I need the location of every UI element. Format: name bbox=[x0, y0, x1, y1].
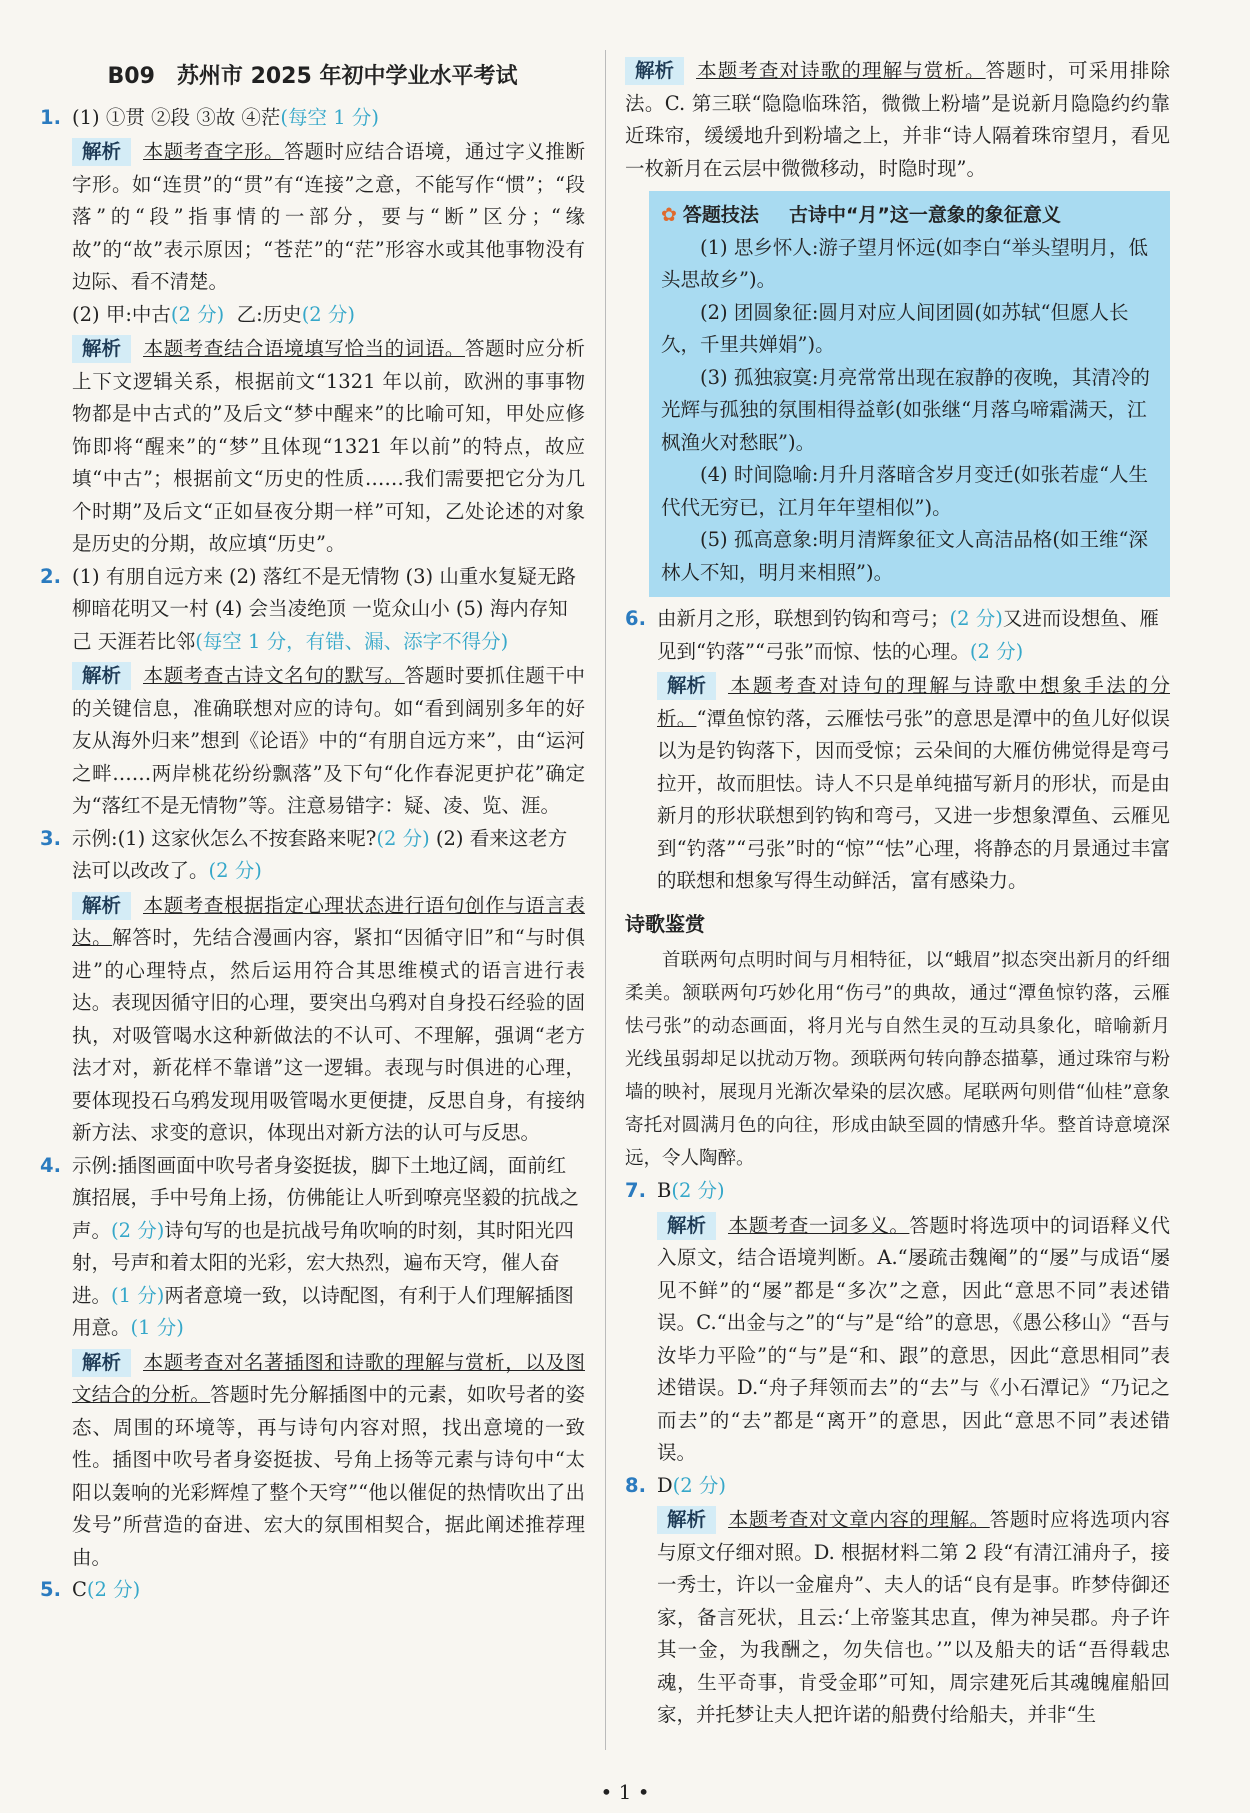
tip-subtitle: 古诗中“月”这一意象的象征意义 bbox=[788, 204, 1061, 226]
answer-text: 两者意境一致，以诗配图，有利于人们理解插图用意。 bbox=[72, 1283, 574, 1339]
analysis-text: “潭鱼惊钓落，云雁怯弓张”的意思是潭中的鱼儿好似误以为是钓钩落下，因而受惊；云朵间的大雁仿佛觉得是弯弓拉开，故而胆怯。诗人不只是单纯描写新月的形状，而是由新月的形状联想到钓钩和弯弓，又进一步想象潭鱼、云雁见到“钓落”“弓张”时的“惊”“怯”心理，将静态的月景通过丰富的联想和想象写得生动鲜活，富有感染力。 bbox=[657, 706, 1170, 892]
question-2 bbox=[40, 561, 585, 659]
tip-item: (4) 时间隐喻:月升月落暗含岁月变迁(如张若虚“人生代代无穷已，江月年年望相似”)。 bbox=[661, 463, 1148, 519]
question-number: 4. bbox=[40, 1153, 61, 1177]
analysis-block bbox=[625, 55, 1170, 185]
answer-text: 示例:(1) 这家伙怎么不按套路来呢? bbox=[72, 826, 377, 850]
analysis-label: 解析 bbox=[72, 892, 131, 920]
analysis-text: 答题时，可采用排除法。C. 第三联“隐隐临珠箔，微微上粉墙”是说新月隐隐约约靠近珠帘，缓缓地升到粉墙之上，并非“诗人隔着珠帘望月，看见一枚新月在云层中微微移动，时隐时现”。 bbox=[625, 59, 1170, 180]
answer-text: (1) 有朋自远方来 (2) 落红不是无情物 (3) 山重水复疑无路 柳暗花明又一村 (4) 会当凌绝顶 一览众山小 (5) 海内存知己 天涯若比邻 bbox=[72, 564, 576, 653]
question-6 bbox=[625, 603, 1170, 668]
answer-text: 又进而设想鱼、雁见到“钓落”“弓张”而惊、怯的心理。 bbox=[657, 607, 1159, 663]
left-column bbox=[40, 55, 585, 1607]
analysis-keypoint: 本题考查结合语境填写恰当的词语。 bbox=[143, 337, 466, 360]
score-note: (每空 1 分，有错、漏、添字不得分) bbox=[195, 629, 509, 653]
analysis-keypoint: 本题考查字形。 bbox=[143, 140, 285, 163]
analysis-keypoint: 本题考查一词多义。 bbox=[728, 1213, 910, 1237]
tip-title: 答题技法 bbox=[682, 204, 759, 226]
analysis-block bbox=[625, 1504, 1170, 1732]
analysis-block bbox=[40, 333, 585, 561]
score-note: (2 分) bbox=[86, 1578, 141, 1601]
analysis-block bbox=[625, 1210, 1170, 1470]
answer-text: D bbox=[657, 1473, 673, 1497]
answer-text: 乙:历史 bbox=[236, 302, 302, 326]
analysis-keypoint: 本题考查对诗句的理解与诗歌中想象手法的分析。 bbox=[657, 674, 1170, 730]
tip-box bbox=[649, 191, 1170, 597]
score-note: (2 分) bbox=[969, 639, 1024, 663]
question-number: 8. bbox=[625, 1473, 646, 1497]
score-note: (每空 1 分) bbox=[280, 105, 379, 129]
question-4 bbox=[40, 1150, 585, 1345]
score-note: (2 分) bbox=[672, 1473, 726, 1497]
page-title bbox=[40, 61, 585, 94]
analysis-label: 解析 bbox=[72, 138, 131, 166]
section-heading: 诗歌鉴赏 bbox=[625, 911, 705, 936]
analysis-label: 解析 bbox=[657, 672, 716, 700]
question-8 bbox=[625, 1470, 1170, 1503]
analysis-text: 解答时，先结合漫画内容，紧扣“因循守旧”和“与时俱进”的心理特点，然后运用符合其思维模式的语言进行表达。表现因循守旧的心理，要突出乌鸦对自身投石经验的固执，对吸管喝水这种新做法的不认可、不理解，强调“老方法才对，新花样不靠谱”这一逻辑。表现与时俱进的心理，要体现投石乌鸦发现用吸管喝水更便捷，反思自身，有接纳新方法、求变的意识，体现出对新方法的认可与反思。 bbox=[72, 926, 585, 1144]
analysis-text: 答题时应分析上下文逻辑关系，根据前文“1321 年以前，欧洲的事事物物都是中古式的”及后文“梦中醒来”的比喻可知，甲处应修饰即将“醒来”的“梦”且体现“1321 年以前”的特点，故应填“中古”；根据前文“历史的性质……我们需要把它分为几个时期”及后文“正如昼夜分期一样”可知，乙处论述的对象是历史的分期，故应填“历史”。 bbox=[72, 337, 585, 555]
question-1 bbox=[40, 102, 585, 135]
exam-code: B09 bbox=[107, 64, 155, 89]
score-note: (2 分) bbox=[949, 607, 1003, 630]
analysis-block bbox=[40, 136, 585, 299]
score-note: (1 分) bbox=[130, 1316, 184, 1339]
analysis-text: 答题时应将选项内容与原文仔细对照。D. 根据材料二第 2 段“有清江浦舟子，接一秀士，许以一金雇舟”、夫人的话“良有是事。昨梦侍御还家，备言死状，且云:‘上帝鉴其忠直，俾为神吴郡。舟子许其一金，为我酬之，勿失信也。’”以及船夫的话“吾得载忠魂，生平奇事，肯受金耶”可知，周宗建死后其魂魄雇船回家，并托梦让夫人把许诺的船费付给船夫，并非“生 bbox=[657, 1508, 1170, 1726]
analysis-keypoint: 本题考查对文章内容的理解。 bbox=[728, 1508, 990, 1531]
analysis-block bbox=[40, 1347, 585, 1575]
question-number: 5. bbox=[40, 1578, 61, 1601]
tip-item: (1) 思乡怀人:游子望月怀远(如李白“举头望明月，低头思故乡”)。 bbox=[661, 235, 1148, 291]
answer-line bbox=[40, 299, 585, 332]
analysis-text: 答题时将选项中的词语释义代入原文，结合语境判断。A.“屡疏击魏阉”的“屡”与成语“屡见不鲜”的“屡”都是“多次”之意，因此“意思不同”表述错误。C.“出金与之”的“与”是“给”的意思，《愚公移山》“吾与汝毕力平险”的“与”是“和、跟”的意思，因此“意思相同”表述错误。D.“舟子拜领而去”的“去”与《小石潭记》“乃记之而去”的“去”都是“离开”的意思，因此“意思不同”表述错误。 bbox=[657, 1213, 1170, 1464]
analysis-text: 答题时先分解插图中的元素，如吹号者的姿态、周围的环境等，再与诗句内容对照，找出意境的一致性。插图中吹号者身姿挺拔、号角上扬等元素与诗句中“太阳以轰响的光彩辉煌了整个天穹”“他以催促的热情吹出了出发号”所营造的奋进、宏大的氛围相契合，据此阐述推荐理由。 bbox=[72, 1383, 585, 1569]
flower-icon: ✿ bbox=[661, 204, 677, 226]
score-note: (2 分) bbox=[170, 302, 225, 326]
tip-item: (2) 团圆象征:圆月对应人间团圆(如苏轼“但愿人长久，千里共婵娟”)。 bbox=[661, 300, 1129, 356]
score-note: (2 分) bbox=[111, 1218, 165, 1242]
tip-heading bbox=[661, 199, 1158, 232]
score-note: (2 分) bbox=[671, 1179, 725, 1202]
column-divider bbox=[605, 50, 606, 1750]
analysis-label: 解析 bbox=[72, 1349, 131, 1377]
answer-text: 由新月之形，联想到钓钩和弯弓； bbox=[657, 607, 950, 630]
question-number: 2. bbox=[40, 564, 61, 588]
analysis-block bbox=[625, 670, 1170, 898]
answer-text: B bbox=[657, 1179, 672, 1202]
answer-text: (2) 看来这老方法可以改改了。 bbox=[72, 826, 568, 882]
question-number: 1. bbox=[40, 105, 61, 129]
question-number: 7. bbox=[625, 1179, 646, 1202]
analysis-label: 解析 bbox=[625, 57, 684, 85]
exam-title: 苏州市 2025 年初中学业水平考试 bbox=[176, 64, 518, 89]
answer-text: 示例:插图画面中吹号者身姿挺拔，脚下土地辽阔，面前红旗招展，手中号角上扬，仿佛能让人听到嘹亮坚毅的抗战之声。 bbox=[72, 1153, 580, 1242]
analysis-keypoint: 本题考查根据指定心理状态进行语句创作与语言表达。 bbox=[72, 893, 585, 949]
tip-item: (3) 孤独寂寞:月亮常常出现在寂静的夜晚，其清冷的光辉与孤独的氛围相得益彰(如张继“月落乌啼霜满天，江枫渔火对愁眠”)。 bbox=[661, 365, 1150, 454]
analysis-block bbox=[40, 890, 585, 1150]
analysis-label: 解析 bbox=[72, 662, 131, 690]
appreciation-text: 首联两句点明时间与月相特征，以“蛾眉”拟态突出新月的纤细柔美。颔联两句巧妙化用“伤弓”的典故，通过“潭鱼惊钓落，云雁怯弓张”的动态画面，将月光与自然生灵的互动具象化，暗喻新月光线虽弱却足以扰动万物。颈联两句转向静态描摹，通过珠帘与粉墙的映衬，展现月光渐次晕染的层次感。尾联两句则借“仙桂”意象寄托对圆满月色的向往，形成由缺至圆的情感升华。整首诗意境深远，令人陶醉。 bbox=[625, 950, 1170, 1169]
answer-text: (1) ①贯 ②段 ③故 ④茫 bbox=[72, 105, 281, 129]
question-5 bbox=[40, 1574, 585, 1607]
answer-text: C bbox=[72, 1578, 87, 1601]
score-note: (2 分) bbox=[301, 302, 356, 326]
tip-item: (5) 孤高意象:明月清辉象征文人高洁品格(如王维“深林人不知，明月来相照”)。 bbox=[661, 528, 1148, 584]
analysis-keypoint: 本题考查古诗文名句的默写。 bbox=[143, 664, 405, 687]
analysis-text: 答题时要抓住题干中的关键信息，准确联想对应的诗句。如“看到阔别多年的好友从海外归来”想到《论语》中的“有朋自远方来”，由“运河之畔……两岸桃花纷纷飘落”及下句“化作春泥更护花”确定为“落红不是无情物”等。注意易错字：疑、凌、览、涯。 bbox=[72, 664, 585, 817]
score-note: (1 分) bbox=[111, 1283, 165, 1307]
analysis-block bbox=[40, 660, 585, 823]
analysis-keypoint: 本题考查对名著插图和诗歌的理解与赏析，以及图文结合的分析。 bbox=[72, 1350, 585, 1406]
right-column bbox=[625, 55, 1170, 1732]
analysis-label: 解析 bbox=[657, 1212, 716, 1240]
analysis-label: 解析 bbox=[72, 335, 131, 363]
analysis-label: 解析 bbox=[657, 1506, 716, 1534]
question-number: 6. bbox=[625, 607, 646, 630]
analysis-keypoint: 本题考查对诗歌的理解与赏析。 bbox=[696, 59, 986, 82]
answer-text: 诗句写的也是抗战号角吹响的时刻，其时阳光四射，号声和着太阳的光彩，宏大热烈，遍布天穹，催人奋进。 bbox=[72, 1218, 574, 1307]
score-note: (2 分) bbox=[208, 859, 262, 882]
answer-text: (2) 甲:中古 bbox=[72, 302, 171, 326]
page-number: • 1 • bbox=[600, 1780, 650, 1804]
score-note: (2 分) bbox=[376, 826, 430, 850]
question-3 bbox=[40, 823, 585, 888]
analysis-text: 答题时应结合语境，通过字义推断字形。如“连贯”的“贯”有“连接”之意，不能写作“惯”；“段落”的“段”指事情的一部分，要与“断”区分；“缘故”的“故”表示原因；“苍茫”的“茫”形容水或其他事物没有边际、看不清楚。 bbox=[72, 140, 585, 293]
question-7 bbox=[625, 1175, 1170, 1208]
question-number: 3. bbox=[40, 826, 61, 850]
